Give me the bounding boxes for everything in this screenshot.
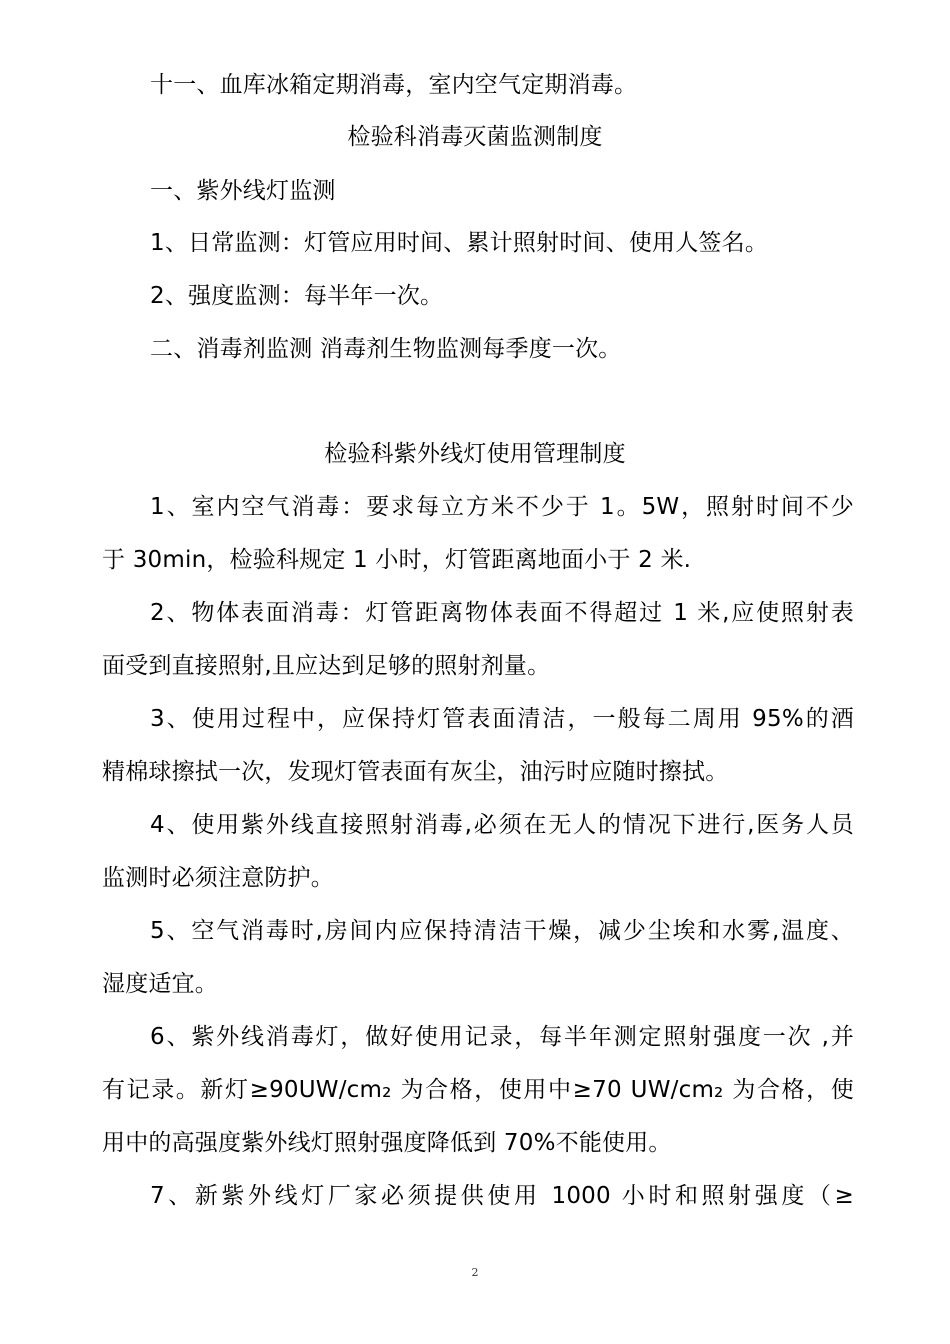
page-number: 2 — [471, 1266, 479, 1279]
paragraph-line: 用中的高强度紫外线灯照射强度降低到 70%不能使用。 — [102, 1130, 672, 1156]
paragraph-line: 二、消毒剂监测 消毒剂生物监测每季度一次。 — [150, 336, 622, 362]
paragraph-line: 精棉球擦拭一次，发现灯管表面有灰尘，油污时应随时擦拭。 — [102, 759, 729, 785]
paragraph-line: 面受到直接照射,且应达到足够的照射剂量。 — [102, 653, 551, 679]
section-title: 检验科紫外线灯使用管理制度 — [324, 441, 626, 467]
paragraph-line: 监测时必须注意防护。 — [102, 865, 334, 891]
paragraph-line: 有记录。新灯≥90UW/cm₂ 为合格，使用中≥70 UW/cm₂ 为合格，使 — [102, 1077, 854, 1103]
paragraph-line: 十一、血库冰箱定期消毒，室内空气定期消毒。 — [150, 72, 638, 98]
paragraph-line: 7、新紫外线灯厂家必须提供使用 1000 小时和照射强度（≥ — [150, 1183, 854, 1209]
paragraph-line: 于 30min，检验科规定 1 小时，灯管距离地面小于 2 米. — [102, 547, 692, 573]
paragraph-line: 一、紫外线灯监测 — [150, 178, 336, 204]
paragraph-line: 5、空气消毒时,房间内应保持清洁干燥，减少尘埃和水雾,温度、 — [150, 918, 854, 944]
paragraph-line: 1、日常监测：灯管应用时间、累计照射时间、使用人签名。 — [150, 230, 769, 256]
paragraph-line: 湿度适宜。 — [102, 971, 218, 997]
paragraph-line: 2、强度监测：每半年一次。 — [150, 283, 444, 309]
paragraph-line: 4、使用紫外线直接照射消毒,必须在无人的情况下进行,医务人员 — [150, 812, 854, 838]
paragraph-line: 6、紫外线消毒灯，做好使用记录，每半年测定照射强度一次 ,并 — [150, 1024, 854, 1050]
paragraph-line: 2、物体表面消毒：灯管距离物体表面不得超过 1 米,应使照射表 — [150, 600, 854, 626]
section-title: 检验科消毒灭菌监测制度 — [347, 124, 603, 150]
paragraph-line: 3、使用过程中，应保持灯管表面清洁，一般每二周用 95%的酒 — [150, 706, 854, 732]
paragraph-line: 1、室内空气消毒：要求每立方米不少于 1。5W，照射时间不少 — [150, 494, 854, 520]
